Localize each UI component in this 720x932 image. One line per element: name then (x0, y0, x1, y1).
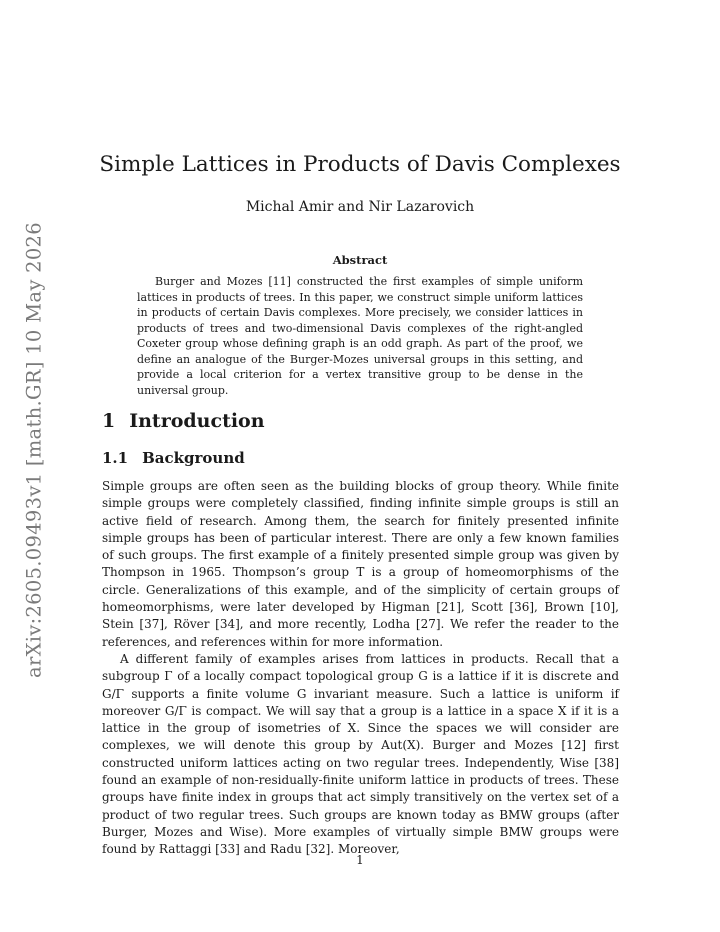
abstract-text: Burger and Mozes [11] constructed the first examples of simple uniform lattices in products of trees. In this paper, we construct simple uniform lattices in products of certain Davis complexes. More precisely, we consider lattices in products of trees and two-dimensional Davis complexes of the right-angled Coxeter group whose defining graph is an odd graph. As part of the proof, we define an analogue of the Burger-Mozes universal groups in this setting, and provide a local criterion for a vertex transitive group to be dense in the universal group. (137, 275, 583, 397)
paper-authors: Michal Amir and Nir Lazarovich (245, 199, 475, 215)
paragraph: Simple groups are often seen as the building blocks of group theory. While finite simple groups were completely classified, finding infinite simple groups is still an active field of research. Among them, the search for finitely presented infinite simple groups has been of particular interest. There are only a few known families of such groups. The first example of a finitely presented simple group was given by Thompson in 1965. Thompson’s group T is a group of homeomorphisms of the circle. Generalizations of this example, and of the simplicity of certain groups of homeomorphisms, were later developed by Higman [21], Scott [36], Brown [10], Stein [37], Röver [34], and more recently, Lodha [27]. We refer the reader to the references, and references within for more information. (102, 479, 619, 649)
abstract-heading: Abstract (332, 253, 388, 267)
page-number: 1 (356, 853, 364, 867)
paper-title: Simple Lattices in Products of Davis Complexes (99, 152, 621, 177)
body-text (102, 478, 619, 859)
subsection-title: Background (142, 449, 245, 467)
section-number: 1 (102, 410, 116, 432)
subsection-heading (102, 449, 245, 467)
section-title: Introduction (129, 410, 265, 432)
arxiv-identifier[interactable]: arXiv:2605.09493v1 [math.GR] 10 May 2026 (22, 222, 46, 678)
subsection-number: 1.1 (102, 449, 129, 467)
paragraph: A different family of examples arises from lattices in products. Recall that a subgroup Γ of a locally compact topological group G is a lattice if it is discrete and G/Γ supports a finite volume G invariant measure. Such a lattice is uniform if moreover G/Γ is compact. We will say that a group is a lattice in a space X if it is a lattice in the group of isometries of X. Since the spaces we will consider are complexes, we will denote this group by Aut(X). Burger and Mozes [12] first constructed uniform lattices acting on two regular trees. Independently, Wise [38] found an example of non-residually-finite uniform lattice in products of trees. These groups have finite index in groups that act simply transitively on the vertex set of a product of two regular trees. Such groups are known today as BMW groups (after Burger, Mozes and Wise). More examples of virtually simple BMW groups were found by Rattaggi [33] and Radu [32]. Moreover, (102, 651, 619, 857)
section-heading (102, 410, 265, 432)
